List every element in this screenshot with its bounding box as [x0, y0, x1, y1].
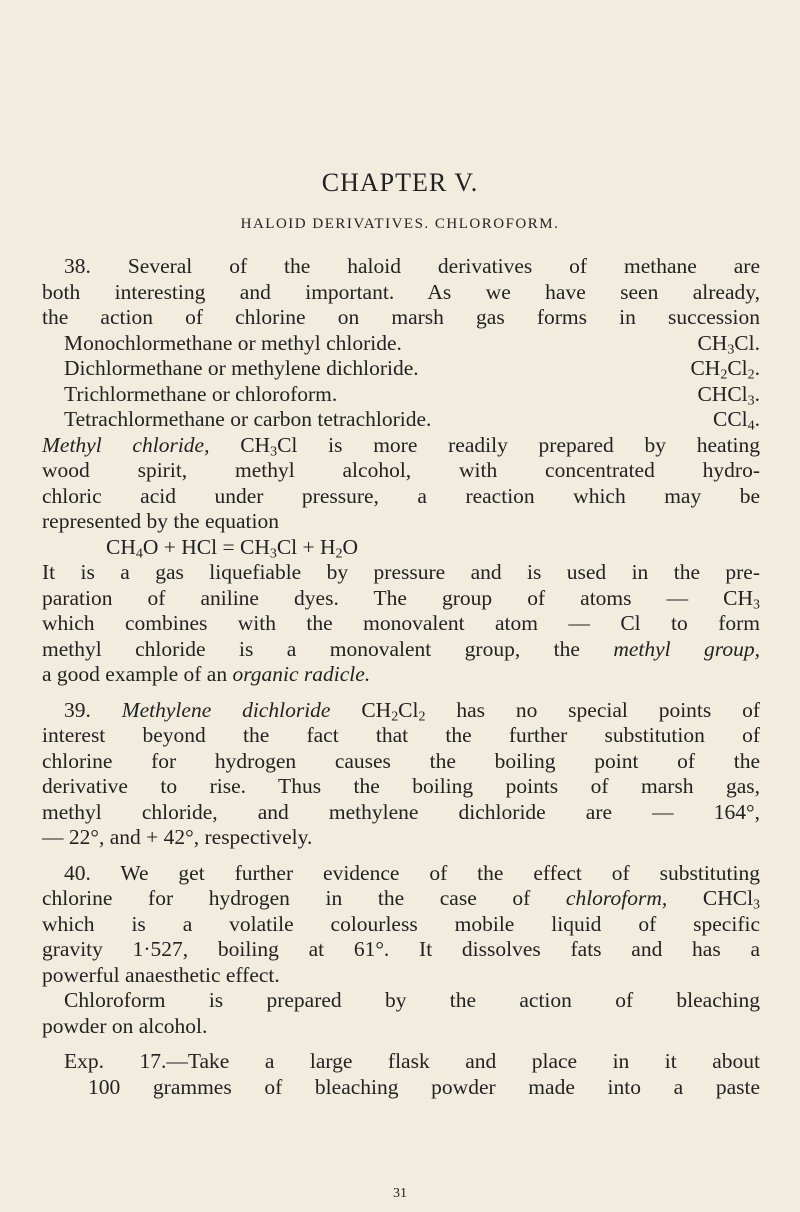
text-line: both interesting and important. As we have seen already, — [42, 279, 760, 304]
paragraph-40 — [42, 861, 760, 1040]
compound-row — [42, 331, 760, 357]
text-line: 100 grammes of bleaching powder made into a paste — [88, 1074, 760, 1099]
compound-name: Trichlormethane or chloroform. — [64, 381, 338, 406]
italic-term: chloroform, — [565, 886, 668, 910]
compound-name: Dichlormethane or methylene dichloride. — [64, 356, 419, 380]
compound-formula: $CH_3Cl$. — [697, 330, 760, 357]
text-line: powder on alcohol. — [42, 1013, 208, 1038]
paragraph-38 — [42, 254, 760, 688]
text-line: 38. Several of the haloid derivatives of methane are — [64, 254, 760, 278]
compound-formula: CHCl$_3$. — [697, 381, 760, 408]
compound-formula: $CH_2Cl_2$. — [690, 356, 760, 383]
chapter-heading: CHAPTER V. — [321, 168, 479, 197]
text-line: interest beyond the fact that the further substitution of — [42, 723, 760, 747]
text-line: chlorine for hydrogen in the case of chloroform, CHCl$_3$ — [42, 886, 761, 913]
experiment-17 — [42, 1049, 760, 1100]
paragraph-39 — [42, 698, 760, 851]
text-line: powerful anaesthetic effect. — [42, 962, 280, 987]
italic-term: methyl group, — [613, 636, 760, 661]
page-number: 31 — [393, 1186, 407, 1201]
compound-name: Monochlormethane or methyl chloride. — [64, 330, 402, 355]
text-line: represented by the equation — [42, 509, 280, 533]
text-line: 39. Methylene dichloride $CH_2Cl_2$ has no special points of — [64, 697, 761, 724]
chapter-subtitle: HALOID DERIVATIVES. CHLOROFORM. — [240, 216, 560, 232]
text-line: which combines with the monovalent atom — Cl to form — [42, 611, 760, 635]
text-line: paration of aniline dyes. The group of atoms — $CH_3$ — [42, 585, 760, 612]
section-number: 40. — [64, 860, 91, 885]
text-line: methyl chloride, and methylene dichloride are — 164°, — [42, 799, 760, 824]
text-line: Chloroform is prepared by the action of bleaching — [64, 988, 760, 1012]
compound-row — [42, 356, 760, 382]
text-line: Exp. 17.—Take a large flask and place in it about — [64, 1049, 760, 1073]
italic-term: Methyl chloride, — [42, 432, 210, 457]
text-line: the action of chlorine on marsh gas forms in succession — [42, 305, 760, 329]
compound-name: Tetrachlormethane or carbon tetrachloride. — [64, 407, 432, 431]
text-line: chlorine for hydrogen causes the boiling point of the — [42, 748, 760, 773]
text-line: wood spirit, methyl alcohol, with concentrated hydro- — [42, 458, 760, 482]
text-line: — 22°, and + 42°, respectively. — [42, 825, 313, 849]
equation: $CH_4O$ + HCl = $CH_3Cl + H_2O$ — [106, 534, 359, 561]
text-line: chloric acid under pressure, a reaction which may be — [42, 483, 760, 508]
text-line: which is a volatile colourless mobile liquid of specific — [42, 911, 760, 936]
text-line: 40. We get further evidence of the effect of substituting — [64, 860, 760, 885]
text-line: derivative to rise. Thus the boiling points of marsh gas, — [42, 774, 760, 798]
italic-term: Methylene dichloride — [121, 697, 331, 722]
text-line: a good example of an organic radicle. — [42, 662, 371, 686]
section-number: 38. — [64, 254, 91, 278]
compound-row — [42, 407, 760, 433]
page-body — [42, 254, 760, 1100]
text-line: gravity 1·527, boiling at 61°. It dissolves fats and has a — [42, 937, 760, 961]
text-line: Methyl chloride, $CH_3Cl$ is more readily prepared by heating — [42, 432, 761, 459]
section-number: 39. — [64, 697, 91, 722]
text-line: methyl chloride is a monovalent group, the methyl group, — [42, 636, 760, 661]
compound-row — [42, 382, 760, 408]
experiment-label: Exp. 17. — [64, 1049, 167, 1073]
italic-term: organic radicle. — [232, 662, 371, 686]
text-line: It is a gas liquefiable by pressure and is used in the pre- — [42, 560, 760, 584]
compound-formula: CCl$_4$. — [712, 407, 760, 434]
